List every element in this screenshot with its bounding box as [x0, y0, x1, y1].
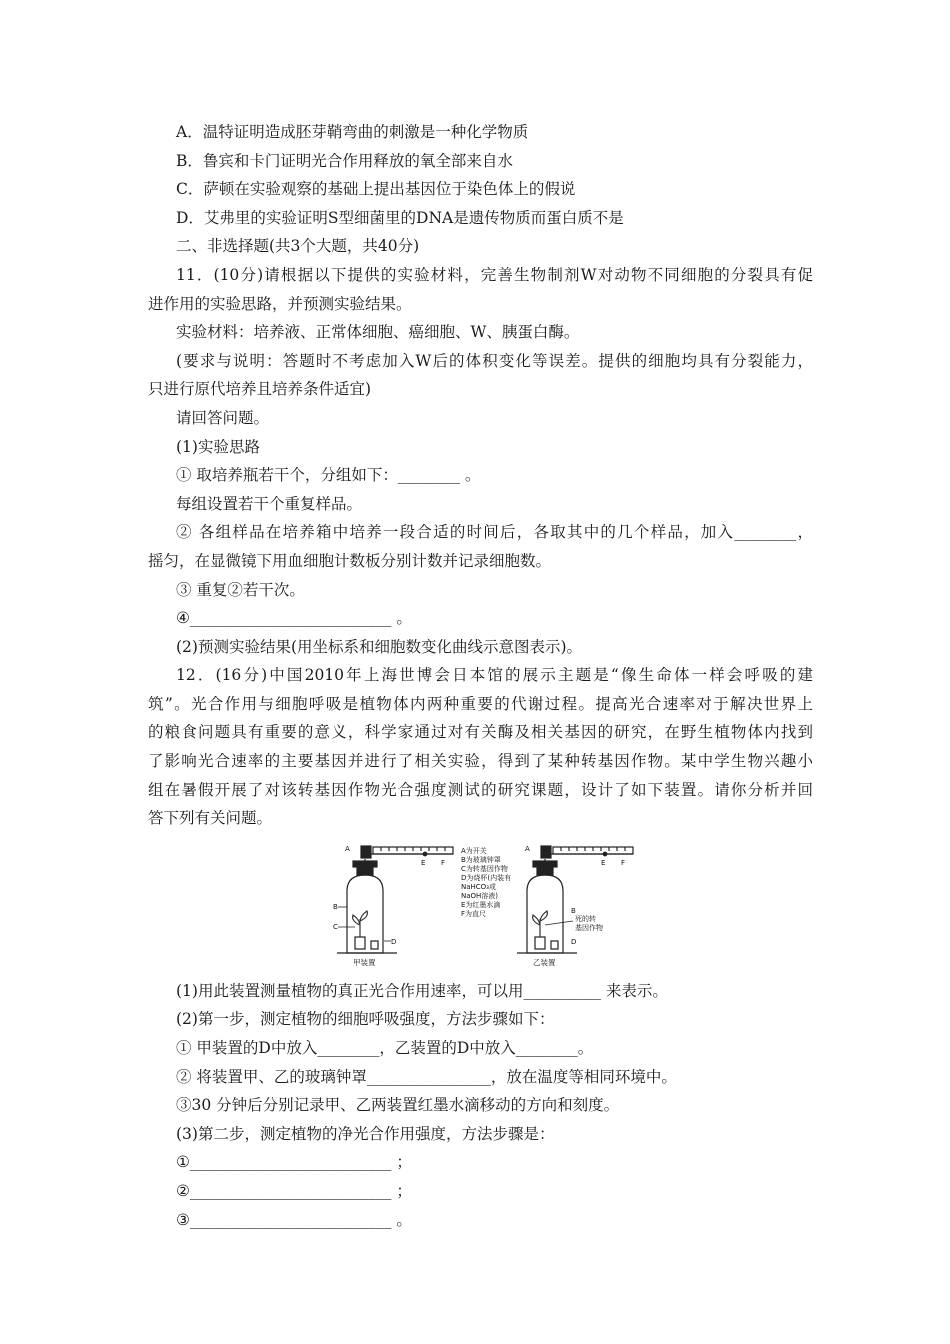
q11-step-4: ④__________________________ 。	[176, 609, 412, 628]
label-a: A	[345, 844, 350, 853]
q11-step-1b: 每组设置若干个重复样品。	[176, 494, 363, 513]
q12-part-2: (2)第一步，测定植物的细胞呼吸强度，方法步骤如下：	[176, 1010, 555, 1029]
q11-step-1: ① 取培养瓶若干个，分组如下：________ 。	[176, 466, 481, 485]
document-content	[148, 118, 813, 1234]
q11-answer-prompt: 请回答问题。	[176, 408, 270, 427]
legend-item-5: NaHCO₃或	[461, 882, 496, 891]
option-d: D．艾弗里的实验证明S型细菌里的DNA是遗传物质而蛋白质不是	[176, 208, 624, 227]
q12-line-6: 答下列有关问题。	[148, 809, 273, 828]
apparatus-diagram	[333, 841, 643, 971]
label-d: D	[391, 937, 397, 946]
option-c: C．萨顿在实验观察的基础上提出基因位于染色体上的假说	[176, 180, 576, 199]
dead-plant-label-1: 死的转	[575, 914, 596, 923]
q12-part-1: (1)用此装置测量植物的真正光合作用速率，可以用__________ 来表示。	[176, 981, 668, 1000]
apparatus-figure	[148, 841, 813, 971]
legend-item-6: NaOH溶液)	[461, 891, 499, 900]
q11-materials: 实验材料：培养液、正常体细胞、癌细胞、W、胰蛋白酶。	[176, 323, 580, 342]
plant-pot-left	[355, 937, 365, 949]
dead-plant-label-2: 基因作物	[575, 923, 603, 932]
caption-right: 乙装置	[533, 957, 556, 967]
q12-line-4: 了影响光合速率的主要基因并进行了相关实验，得到了某种转基因作物。某中学生物兴趣小	[148, 752, 813, 771]
q11-step-3: ③ 重复②若干次。	[176, 580, 305, 599]
q11-step-2-line-1: ② 各组样品在培养箱中培养一段合适的时间后，各取其中的几个样品，加入________，	[176, 523, 813, 542]
q11-line-1: 11．(10分)请根据以下提供的实验材料，完善生物制剂W对动物不同细胞的分裂具有促	[176, 265, 813, 284]
q11-part-1: (1)实验思路	[176, 437, 260, 456]
label-e: E	[421, 858, 426, 867]
label-c: C	[333, 922, 338, 931]
legend-item-2: B为玻璃钟罩	[461, 855, 501, 864]
q11-part-2: (2)预测实验结果(用坐标系和细胞数变化曲线示意图表示)。	[176, 637, 583, 656]
q12-line-2: 筑”。光合作用与细胞呼吸是植物体内两种重要的代谢过程。提高光合速率对于解决世界上	[148, 694, 813, 713]
label-b-right: B	[571, 906, 576, 915]
q12-part-3: (3)第二步，测定植物的净光合作用强度，方法步骤是：	[176, 1124, 555, 1143]
caption-left: 甲装置	[353, 957, 376, 967]
ink-drop-left	[423, 852, 427, 856]
q11-requirements-2: 只进行原代培养且培养条件适宜)	[148, 380, 372, 399]
q11-step-2-line-2: 摇匀，在显微镜下用血细胞计数板分别计数并记录细胞数。	[148, 551, 552, 570]
q12-part-3-step-1: ①__________________________ ；	[176, 1153, 412, 1172]
q12-line-5: 组在暑假开展了对该转基因作物光合强度测试的研究课题，设计了如下装置。请你分析并回	[148, 780, 813, 799]
option-a: A．温特证明造成胚芽鞘弯曲的刺激是一种化学物质	[176, 123, 529, 141]
q11-line-2: 进作用的实验思路，并预测实验结果。	[148, 294, 412, 313]
q12-part-3-step-3: ③__________________________ 。	[176, 1210, 412, 1229]
legend-item-7: E为红墨水滴	[461, 900, 501, 909]
q11-requirements-1: (要求与说明：答题时不考虑加入W后的体积变化等误差。提供的细胞均具有分裂能力，	[176, 351, 813, 370]
q12-part-3-step-2: ②__________________________ ；	[176, 1182, 412, 1200]
switch-right	[541, 846, 551, 858]
legend-item-4: D为烧杯(内装有	[461, 873, 512, 882]
option-b: B．鲁宾和卡门证明光合作用释放的氧全部来自水	[176, 151, 513, 170]
q12-line-3: 的粮食问题具有重要的意义，科学家通过对有关酶及相关基因的研究，在野生植物体内找到	[148, 723, 813, 742]
label-d-right: D	[571, 937, 577, 946]
section-heading: 二、非选择题(共3个大题，共40分)	[176, 237, 420, 256]
switch-left	[361, 846, 371, 858]
label-b: B	[333, 902, 338, 911]
q12-part-2-step-1: ① 甲装置的D中放入________，乙装置的D中放入________。	[176, 1039, 594, 1058]
plant-pot-right	[535, 937, 545, 949]
q12-part-2-step-2: ② 将装置甲、乙的玻璃钟罩________________，放在温度等相同环境中。	[176, 1067, 677, 1086]
label-a-right: A	[525, 844, 530, 853]
ink-drop-right	[603, 852, 607, 856]
q12-part-2-step-3: ③30 分钟后分别记录甲、乙两装置红墨水滴移动的方向和刻度。	[176, 1096, 620, 1115]
label-f-right: F	[621, 858, 626, 867]
beaker-right	[551, 941, 558, 949]
legend-item-1: A为开关	[461, 846, 487, 855]
legend-item-8: F为直尺	[461, 909, 487, 918]
beaker-left	[371, 941, 378, 949]
label-e-right: E	[601, 858, 606, 867]
q12-line-1: 12．(16分)中国2010年上海世博会日本馆的展示主题是“像生命体一样会呼吸的建	[176, 666, 813, 685]
legend-item-3: C为转基因作物	[461, 864, 508, 873]
label-f: F	[441, 858, 446, 867]
